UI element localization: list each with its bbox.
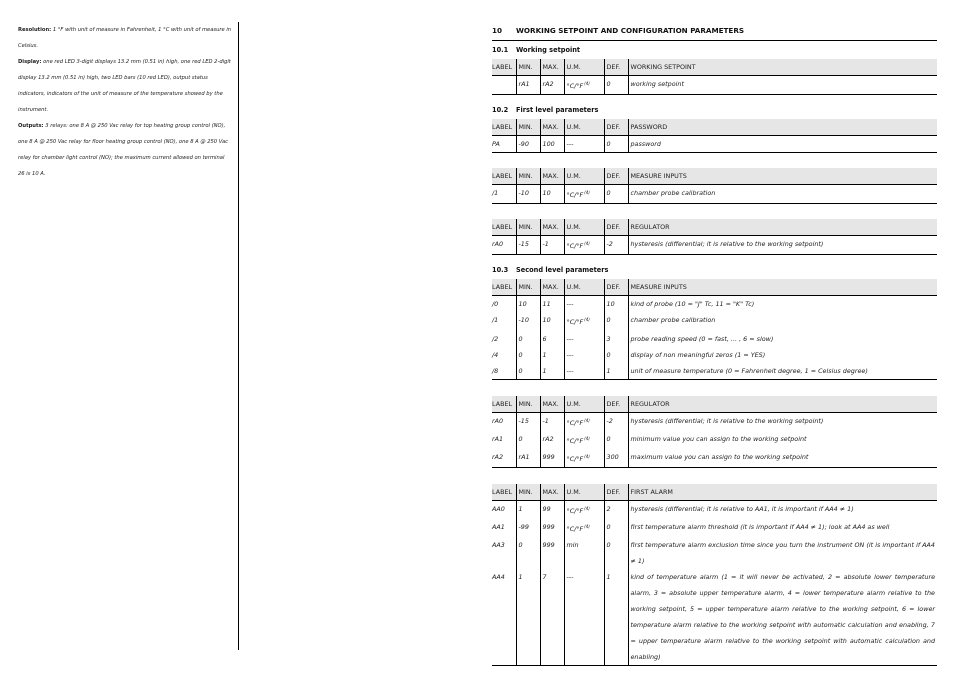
header-max: MAX. [540, 219, 564, 236]
unit-text: °C/°F [566, 418, 584, 427]
cell-unit [564, 136, 604, 153]
cell-min: 10 [516, 296, 540, 313]
subsection-title: First level parameters [516, 106, 599, 115]
cell-label: /1 [492, 316, 499, 325]
cell-description: hysteresis (differential; it is relative to AA1, it is important if AA4 ≠ 1) [628, 500, 937, 519]
header-max: MAX. [540, 59, 564, 76]
cell-label: AA1 [492, 523, 505, 531]
unit-text: --- [566, 350, 574, 359]
cell-default: -2 [604, 412, 628, 431]
header-label: LABEL [492, 279, 516, 296]
cell-description: unit of measure temperature (0 = Fahrenheit degree, 1 = Celsius degree) [628, 363, 937, 380]
header-um: U.M. [564, 395, 604, 412]
outputs-label: Outputs: [18, 123, 44, 129]
header-def: DEF. [604, 395, 628, 412]
cell-default: 0 [604, 185, 628, 204]
header-label: LABEL [492, 168, 516, 185]
unit-text: --- [566, 140, 574, 149]
table-header-row [492, 59, 937, 76]
header-min: MIN. [516, 219, 540, 236]
cell-default: 0 [604, 312, 628, 330]
cell-unit [564, 312, 604, 330]
header-group-name: REGULATOR [628, 395, 937, 412]
cell-max: 7 [540, 569, 564, 666]
cell-unit [564, 519, 604, 537]
table-row [492, 500, 937, 519]
param-table-t3 [492, 167, 937, 204]
header-def: DEF. [604, 119, 628, 136]
display-text: one red LED 3-digit displays 13.2 mm (0.51 in) high, one red LED 2-digit display 13.2 mm (0.51 in) high, two LED bars (10 red LED), output status indicators, indicators of the unit of measure of the temperature showed by the instrument. [18, 59, 231, 113]
table-row [492, 312, 937, 330]
cell-description: hysteresis (differential; it is relative to the working setpoint) [628, 412, 937, 431]
cell-label: rA2 [492, 452, 504, 461]
section-title: WORKING SETPOINT AND CONFIGURATION PARAMETERS [516, 26, 745, 35]
cell-min: -10 [516, 312, 540, 330]
header-max: MAX. [540, 119, 564, 136]
cell-default: 0 [604, 519, 628, 537]
outputs-text: 3 relays: one 8 A @ 250 Vac relay for top heating group control (NO), one 8 A @ 250 Vac relay for floor heating group control (NO), one 8 A @ 250 Vac relay for chamber light control (NO); the maximum current allowed on terminal 26 is 10 A. [18, 123, 228, 177]
cell-max: 10 [540, 185, 564, 204]
right-column [492, 22, 937, 666]
cell-max: 1 [540, 347, 564, 363]
header-max: MAX. [540, 483, 564, 500]
unit-footnote: (4) [584, 524, 590, 529]
param-table-t5 [492, 278, 937, 379]
header-label: LABEL [492, 395, 516, 412]
cell-description: working setpoint [628, 76, 937, 95]
cell-description: display of non meaningful zeros (1 = YES) [628, 347, 937, 363]
unit-text: °C/°F [566, 507, 584, 515]
table-row [492, 236, 937, 255]
unit-footnote: (4) [584, 241, 590, 247]
cell-label [492, 76, 516, 95]
cell-label: /1 [492, 185, 516, 204]
table-row [492, 331, 937, 347]
unit-footnote: (4) [584, 317, 590, 323]
cell-default: 0 [604, 136, 628, 153]
cell-max: 999 [540, 537, 564, 569]
unit-footnote: (4) [584, 190, 590, 196]
cell-unit [564, 331, 604, 347]
header-um: U.M. [564, 219, 604, 236]
table-row [492, 412, 937, 431]
cell-min: 1 [516, 500, 540, 519]
table-header-row [492, 483, 937, 500]
cell-default: 0 [604, 76, 628, 95]
header-max: MAX. [540, 168, 564, 185]
cell-min: -99 [516, 519, 540, 537]
header-def: DEF. [604, 168, 628, 185]
table-row [492, 449, 937, 468]
table-row [492, 537, 937, 569]
unit-text: °C/°F [566, 454, 584, 463]
param-table-t2 [492, 118, 937, 153]
cell-default: 0 [604, 347, 628, 363]
header-group-name: PASSWORD [628, 119, 937, 136]
cell-label: /8 [492, 366, 499, 375]
cell-description: chamber probe calibration [628, 185, 937, 204]
unit-footnote: (4) [584, 435, 590, 441]
cell-label: AA3 [492, 541, 505, 550]
cell-min: 0 [516, 431, 540, 449]
table-header-row [492, 219, 937, 236]
cell-min: -15 [516, 412, 540, 431]
cell-min: -15 [516, 236, 540, 255]
cell-label: AA0 [492, 500, 516, 519]
header-um: U.M. [564, 119, 604, 136]
param-table-t6 [492, 395, 937, 468]
outputs-paragraph [18, 118, 232, 182]
cell-unit [564, 363, 604, 380]
cell-label: rA0 [492, 412, 516, 431]
header-group-name: FIRST ALARM [628, 483, 937, 500]
header-min: MIN. [516, 483, 540, 500]
header-um: U.M. [564, 279, 604, 296]
cell-unit [564, 449, 604, 468]
cell-min: 0 [516, 537, 540, 569]
cell-label: rA1 [492, 434, 504, 443]
header-um: U.M. [564, 59, 604, 76]
cell-unit [564, 431, 604, 449]
cell-default: 10 [604, 296, 628, 313]
header-label: LABEL [492, 119, 516, 136]
cell-unit [564, 347, 604, 363]
unit-text: --- [566, 300, 574, 309]
cell-default: 300 [604, 449, 628, 468]
unit-footnote: (4) [584, 417, 590, 423]
cell-label: /0 [492, 296, 516, 313]
cell-description: kind of probe (10 = "J" Tc, 11 = "K" Tc) [628, 296, 937, 313]
header-group-name: MEASURE INPUTS [628, 279, 937, 296]
resolution-text: 1 °F with unit of measure in Fahrenheit, 1 °C with unit of measure in Celsius. [18, 27, 232, 49]
display-paragraph [18, 54, 232, 118]
cell-max: -1 [540, 412, 564, 431]
unit-text: --- [566, 573, 574, 582]
cell-unit [564, 537, 604, 569]
unit-text: °C/°F [566, 191, 584, 200]
resolution-label: Resolution: [18, 27, 52, 33]
cell-description: chamber probe calibration [628, 312, 937, 330]
table-row [492, 347, 937, 363]
header-min: MIN. [516, 395, 540, 412]
header-min: MIN. [516, 59, 540, 76]
cell-min: rA1 [516, 449, 540, 468]
header-group-name: WORKING SETPOINT [628, 59, 937, 76]
cell-default: 1 [604, 363, 628, 380]
table-row [492, 76, 937, 95]
unit-text: °C/°F [566, 242, 584, 251]
header-min: MIN. [516, 119, 540, 136]
table-row [492, 136, 937, 153]
param-table-t1 [492, 58, 937, 95]
header-um: U.M. [564, 483, 604, 500]
cell-unit [564, 76, 604, 95]
cell-label: /2 [492, 334, 499, 343]
subsection-title: Second level parameters [516, 266, 609, 275]
subsection-title: Working setpoint [516, 46, 581, 54]
cell-default: -2 [604, 236, 628, 255]
cell-default: 0 [604, 537, 628, 569]
unit-text: °C/°F [566, 436, 584, 445]
subsection-heading-first-level [492, 102, 937, 118]
cell-min: 0 [516, 347, 540, 363]
resolution-paragraph [18, 22, 232, 54]
unit-text: --- [566, 334, 574, 343]
cell-max: 1 [540, 363, 564, 380]
cell-unit [564, 296, 604, 313]
cell-max: 6 [540, 331, 564, 347]
unit-text: °C/°F [566, 318, 584, 327]
cell-min: rA1 [516, 76, 540, 95]
subsection-number: 10.3 [492, 266, 509, 275]
header-label: LABEL [492, 483, 516, 500]
unit-text: --- [566, 366, 574, 375]
cell-max: 10 [540, 312, 564, 330]
cell-unit [564, 236, 604, 255]
subsection-number: 10.2 [492, 106, 509, 115]
cell-description: password [628, 136, 937, 153]
header-group-name: MEASURE INPUTS [628, 168, 937, 185]
cell-min: 0 [516, 363, 540, 380]
table-row [492, 296, 937, 313]
header-label: LABEL [492, 59, 516, 76]
header-max: MAX. [540, 395, 564, 412]
cell-unit [564, 185, 604, 204]
cell-unit [564, 569, 604, 666]
header-def: DEF. [604, 59, 628, 76]
header-def: DEF. [604, 279, 628, 296]
cell-description: first temperature alarm exclusion time since you turn the instrument ON (it is important if AA4 ≠ 1) [628, 537, 937, 569]
table-row [492, 569, 937, 666]
header-group-name: REGULATOR [628, 219, 937, 236]
cell-description: minimum value you can assign to the working setpoint [628, 431, 937, 449]
unit-text: °C/°F [566, 82, 584, 91]
table-row [492, 185, 937, 204]
cell-default: 2 [604, 500, 628, 519]
header-min: MIN. [516, 168, 540, 185]
param-table-t4 [492, 218, 937, 255]
cell-max: -1 [540, 236, 564, 255]
cell-description: maximum value you can assign to the working setpoint [628, 449, 937, 468]
cell-description: first temperature alarm threshold (it is important if AA4 ≠ 1); look at AA4 as well [628, 519, 937, 537]
cell-max: 100 [540, 136, 564, 153]
cell-default: 0 [604, 431, 628, 449]
cell-description: probe reading speed (0 = fast, ... , 6 = slow) [628, 331, 937, 347]
table-header-row [492, 168, 937, 185]
param-table-t7 [492, 483, 937, 666]
table-row [492, 363, 937, 380]
table-header-row [492, 119, 937, 136]
table-row [492, 519, 937, 537]
header-def: DEF. [604, 483, 628, 500]
table-header-row [492, 279, 937, 296]
cell-max: 999 [540, 449, 564, 468]
section-number: 10 [492, 26, 503, 35]
unit-footnote: (4) [584, 81, 590, 86]
column-divider [238, 22, 239, 650]
unit-text: °C/°F [566, 525, 584, 534]
header-label: LABEL [492, 219, 516, 236]
left-column-specs [18, 22, 232, 182]
unit-footnote: (4) [584, 453, 590, 459]
cell-default: 1 [604, 569, 628, 666]
table-row [492, 431, 937, 449]
cell-max: rA2 [540, 431, 564, 449]
header-min: MIN. [516, 279, 540, 296]
cell-label: PA [492, 136, 516, 153]
cell-default: 3 [604, 331, 628, 347]
cell-min: -10 [516, 185, 540, 204]
display-label: Display: [18, 59, 42, 65]
subsection-number: 10.1 [492, 46, 509, 54]
cell-max: rA2 [540, 76, 564, 95]
header-um: U.M. [564, 168, 604, 185]
subsection-heading-second-level [492, 262, 937, 278]
section-heading [492, 22, 937, 41]
unit-text: min [566, 541, 579, 550]
cell-label: AA4 [492, 573, 505, 582]
cell-unit [564, 500, 604, 519]
cell-min: -90 [516, 136, 540, 153]
cell-max: 999 [540, 519, 564, 537]
header-def: DEF. [604, 219, 628, 236]
cell-description: kind of temperature alarm (1 = it will never be activated, 2 = absolute lower temperature alarm, 3 = absolute upper temperature alarm, 4 = lower temperature alarm relative to the working setpoint, 5 = upper temperature alarm relative to the working setpoint, 6 = lower temperature alarm relative to the working setpoint with automatic calculation and enabling, 7 = upper temperature alarm relative to the working setpoint with automatic calculation and enabling) [628, 569, 937, 666]
cell-label: rA0 [492, 236, 516, 255]
table-header-row [492, 395, 937, 412]
cell-unit [564, 412, 604, 431]
cell-description: hysteresis (differential; it is relative to the working setpoint) [628, 236, 937, 255]
header-max: MAX. [540, 279, 564, 296]
cell-min: 0 [516, 331, 540, 347]
cell-max: 11 [540, 296, 564, 313]
subsection-heading-working-setpoint [492, 42, 937, 58]
cell-label: /4 [492, 350, 499, 359]
cell-max: 99 [540, 500, 564, 519]
unit-footnote: (4) [584, 505, 590, 511]
cell-min: 1 [516, 569, 540, 666]
